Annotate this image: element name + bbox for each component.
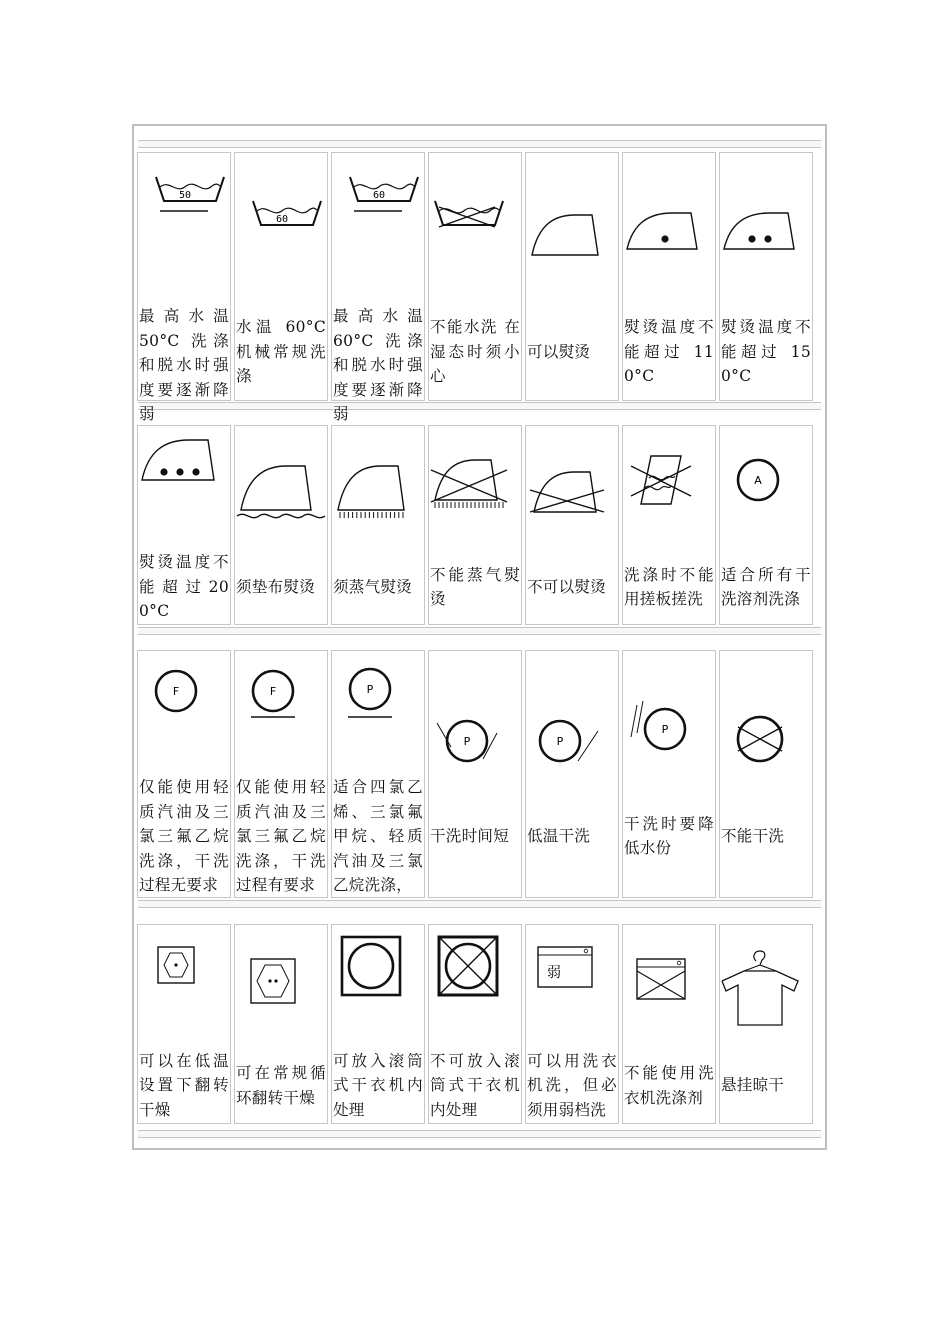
care-label-text: 须垫布熨烫 [236,577,316,596]
table-cell [428,425,522,625]
care-label-text: 可以用洗衣机洗，但必须用弱档洗 [527,1051,617,1119]
no-machine-wash-icon [623,925,715,1045]
table-cell [137,425,231,625]
care-label-text: 须蒸气熨烫 [333,577,413,596]
care-label-text: 适合所有干洗溶剂洗涤 [721,565,811,608]
table-cell [719,650,813,898]
no-wash-icon [429,153,521,273]
svg-text:P: P [556,735,564,748]
iron-with-cloth-icon [235,426,327,546]
row-separator [138,627,821,635]
svg-text:60: 60 [275,214,289,225]
svg-text:60: 60 [372,190,386,201]
no-iron-icon [526,426,618,546]
table-cell [234,425,328,625]
table-row [137,650,822,898]
dryclean-p-care-icon [332,651,424,771]
care-label-text: 不能水洗 在湿态时须小心 [430,318,520,385]
tumble-dry-normal-icon [235,925,327,1045]
table-cell [331,152,425,423]
care-label-text: 可放入滚筒式干衣机内处理 [333,1051,423,1119]
care-label-text: 熨烫温度不能 超 过 200°C [139,553,229,620]
table-cell [525,650,619,898]
table-row [137,152,822,423]
care-label-text: 干洗时间短 [430,826,510,845]
dryclean-a-icon [720,426,812,546]
table-cell [525,152,619,401]
table-cell [525,924,619,1124]
table-cell [331,924,425,1124]
table-cell [525,425,619,625]
care-label-text: 低温干洗 [527,826,591,845]
care-label-text: 适合四氯乙烯、三氯氟甲烷、轻质汽油及三氯乙烷洗涤， [333,778,423,894]
table-cell [331,425,425,625]
svg-text:P: P [463,735,471,748]
iron-200-icon [138,426,230,546]
dryclean-p-low-moisture-icon [623,651,715,771]
dryclean-p-short-icon [429,651,521,771]
care-label-text: 可在常规循环翻转干燥 [236,1064,326,1107]
care-label-text: 干洗时要降低水份 [624,814,714,857]
care-label-text: 不能干洗 [721,826,785,845]
care-symbol-table [132,124,827,1150]
table-cell [234,924,328,1124]
table-cell [428,924,522,1124]
wash-60-gentle-icon [332,153,424,273]
dryclean-p-low-temp-icon [526,651,618,771]
table-cell [428,650,522,898]
tumble-dry-low-icon [138,925,230,1045]
care-label-text: 不能使用洗衣机洗涤剂 [624,1064,714,1107]
table-row [137,425,822,625]
no-steam-iron-icon [429,426,521,546]
row-separator [138,900,821,908]
care-label-text: 不可以熨烫 [527,577,607,596]
table-cell [622,650,716,898]
table-cell [137,152,231,423]
iron-150-icon [720,153,812,273]
table-cell [719,425,813,625]
care-label-text: 仅能使用轻质汽油及三氯三氟乙烷洗涤，干洗过程有要求 [236,778,326,894]
care-label-text: 熨烫温度不能超过 110°C [624,318,714,385]
care-label-text: 可以熨烫 [527,342,591,361]
row-separator [138,140,821,148]
wash-60-icon [235,153,327,273]
hang-dry-icon [720,925,812,1045]
machine-wash-gentle-icon [526,925,618,1045]
svg-text:弱: 弱 [547,965,561,981]
row-separator [138,1130,821,1138]
care-label-text: 熨烫温度不能超过 150°C [721,318,811,385]
no-dryclean-icon [720,651,812,771]
svg-text:F: F [269,685,277,698]
tumble-dry-icon [332,925,424,1045]
care-label-text: 洗涤时不能用搓板搓洗 [624,565,714,608]
svg-text:50: 50 [178,190,192,201]
care-label-text: 仅能使用轻质汽油及三氯三氟乙烷洗涤，干洗过程无要求 [139,778,229,894]
svg-text:F: F [172,685,180,698]
svg-text:P: P [661,723,669,736]
iron-110-icon [623,153,715,273]
svg-text:A: A [754,474,762,487]
no-tumble-dry-icon [429,925,521,1045]
care-label-text: 最 高 水 温 50°C 洗涤和脱水时强度要逐渐降弱 [139,307,229,423]
table-cell [622,425,716,625]
table-row [137,924,822,1124]
table-cell [331,650,425,898]
care-label-text: 悬挂晾干 [721,1076,785,1094]
table-cell [234,152,328,401]
steam-iron-icon [332,426,424,546]
care-label-text: 不能蒸气熨烫 [430,565,520,608]
care-label-text: 不可放入滚筒式干衣机内处理 [430,1051,520,1119]
no-washboard-icon [623,426,715,546]
table-cell [234,650,328,898]
table-cell [719,152,813,401]
table-cell [137,924,231,1124]
care-label-text: 水温 60°C 机械常规洗涤 [236,318,326,385]
row-separator [138,402,821,410]
care-label-text: 最 高 水 温 60°C 洗涤和脱水时强度要逐渐降弱 [333,307,423,423]
iron-icon [526,153,618,273]
table-cell [719,924,813,1124]
care-label-text: 可以在低温设置下翻转干燥 [139,1051,229,1119]
svg-text:P: P [366,683,374,696]
dryclean-f-care-icon [235,651,327,771]
table-cell [137,650,231,898]
wash-50-gentle-icon [138,153,230,273]
dryclean-f-icon [138,651,230,771]
table-cell [428,152,522,401]
table-cell [622,924,716,1124]
table-cell [622,152,716,401]
